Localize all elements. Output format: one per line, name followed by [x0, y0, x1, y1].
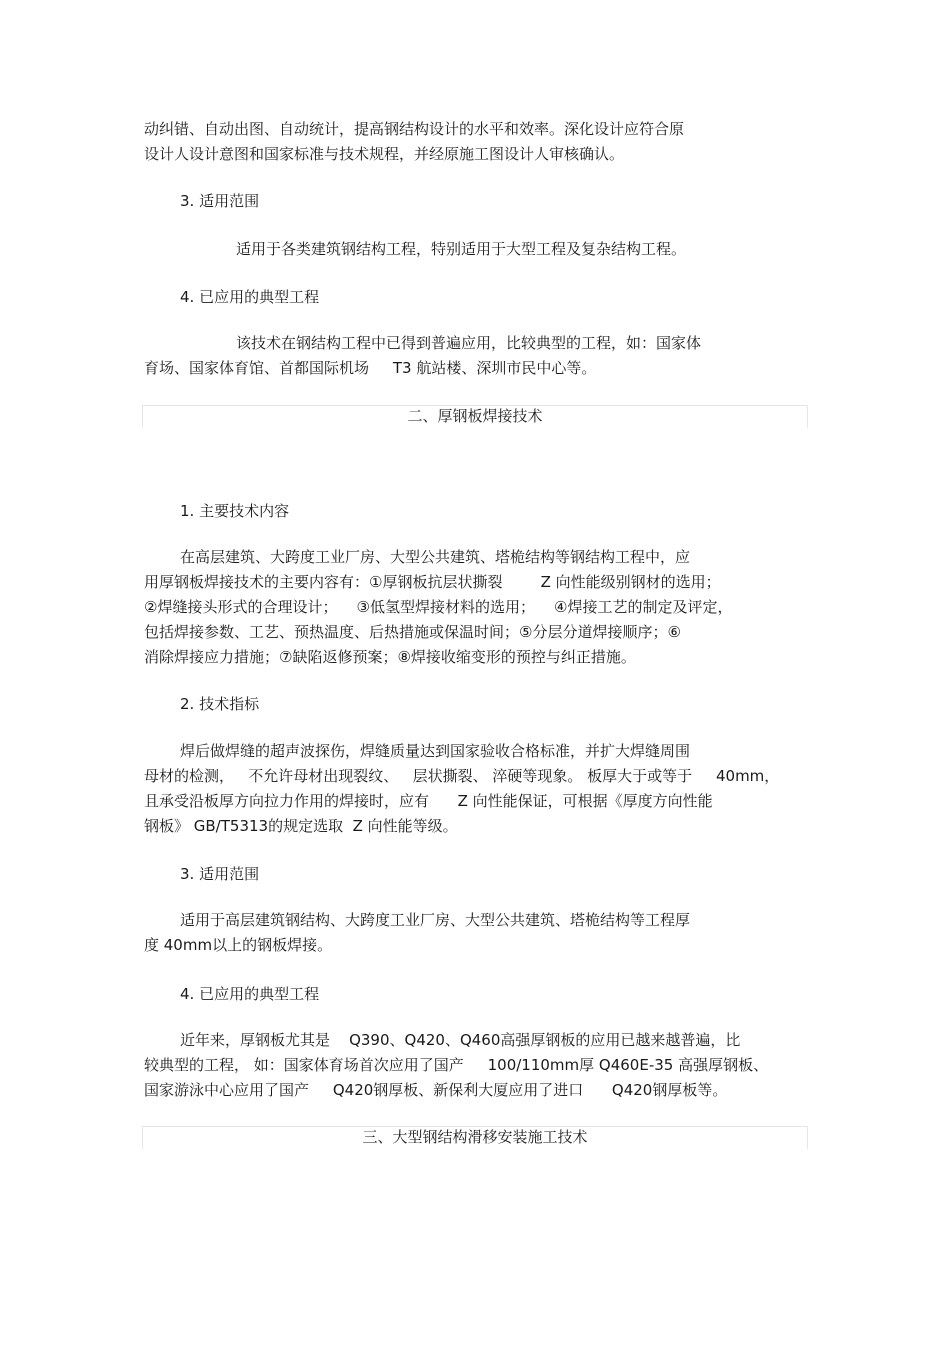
- paragraph-line: 育场、国家体育馆、首都国际机场 T3 航站楼、深圳市民中心等。: [144, 359, 597, 377]
- paragraph-line: 较典型的工程， 如：国家体育场首次应用了国产 100/110mm厚 Q460E-35 高强厚钢板、: [144, 1056, 769, 1074]
- paragraph-line: 母材的检测， 不允许母材出现裂纹、 层状撕裂、 淬硬等现象。 板厚大于或等于 40mm，: [144, 767, 780, 785]
- subheading-scope: 3. 适用范围: [180, 192, 260, 210]
- subheading-main-content: 1. 主要技术内容: [180, 502, 290, 520]
- paragraph-line: ②焊缝接头形式的合理设计； ③低氢型焊接材料的选用； ④焊接工艺的制定及评定，: [144, 598, 733, 616]
- section-title: 三、大型钢结构滑移安装施工技术: [362, 1128, 588, 1146]
- subheading-projects: 4. 已应用的典型工程: [180, 288, 320, 306]
- paragraph-line: 适用于各类建筑钢结构工程，特别适用于大型工程及复杂结构工程。: [236, 240, 687, 258]
- section-title-box: [142, 405, 808, 428]
- subheading-tech-index: 2. 技术指标: [180, 695, 260, 713]
- section-title-box: [142, 1126, 808, 1149]
- paragraph-line: 适用于高层建筑钢结构、大跨度工业厂房、大型公共建筑、塔桅结构等工程厚: [180, 911, 691, 929]
- paragraph-line: 国家游泳中心应用了国产 Q420钢厚板、新保利大厦应用了进口 Q420钢厚板等。: [144, 1081, 728, 1099]
- paragraph-line: 且承受沿板厚方向拉力作用的焊接时，应有 Z 向性能保证，可根据《厚度方向性能: [144, 792, 713, 810]
- paragraph-line: 包括焊接参数、工艺、预热温度、后热措施或保温时间；⑤分层分道焊接顺序；⑥: [144, 623, 681, 641]
- subheading-projects: 4. 已应用的典型工程: [180, 985, 320, 1003]
- paragraph-line: 近年来，厚钢板尤其是 Q390、Q420、Q460高强厚钢板的应用已越来越普遍，比: [180, 1031, 741, 1049]
- paragraph-line: 在高层建筑、大跨度工业厂房、大型公共建筑、塔桅结构等钢结构工程中，应: [180, 548, 691, 566]
- subheading-scope: 3. 适用范围: [180, 865, 260, 883]
- paragraph-line: 该技术在钢结构工程中已得到普遍应用，比较典型的工程，如：国家体: [236, 334, 702, 352]
- paragraph-line: 焊后做焊缝的超声波探伤，焊缝质量达到国家验收合格标准，并扩大焊缝周围: [180, 742, 691, 760]
- section-title: 二、厚钢板焊接技术: [407, 407, 543, 425]
- paragraph-line: 消除焊接应力措施；⑦缺陷返修预案；⑧焊接收缩变形的预控与纠正措施。: [144, 648, 636, 666]
- paragraph-line: 用厚钢板焊接技术的主要内容有：①厚钢板抗层状撕裂 Z 向性能级别钢材的选用；: [144, 573, 721, 591]
- paragraph-line: 动纠错、自动出图、自动统计，提高钢结构设计的水平和效率。深化设计应符合原: [144, 120, 685, 138]
- paragraph-line: 钢板》 GB/T5313的规定选取 Z 向性能等级。: [144, 817, 458, 835]
- paragraph-line: 设计人设计意图和国家标准与技术规程，并经原施工图设计人审核确认。: [144, 145, 625, 163]
- paragraph-line: 度 40mm以上的钢板焊接。: [144, 936, 333, 954]
